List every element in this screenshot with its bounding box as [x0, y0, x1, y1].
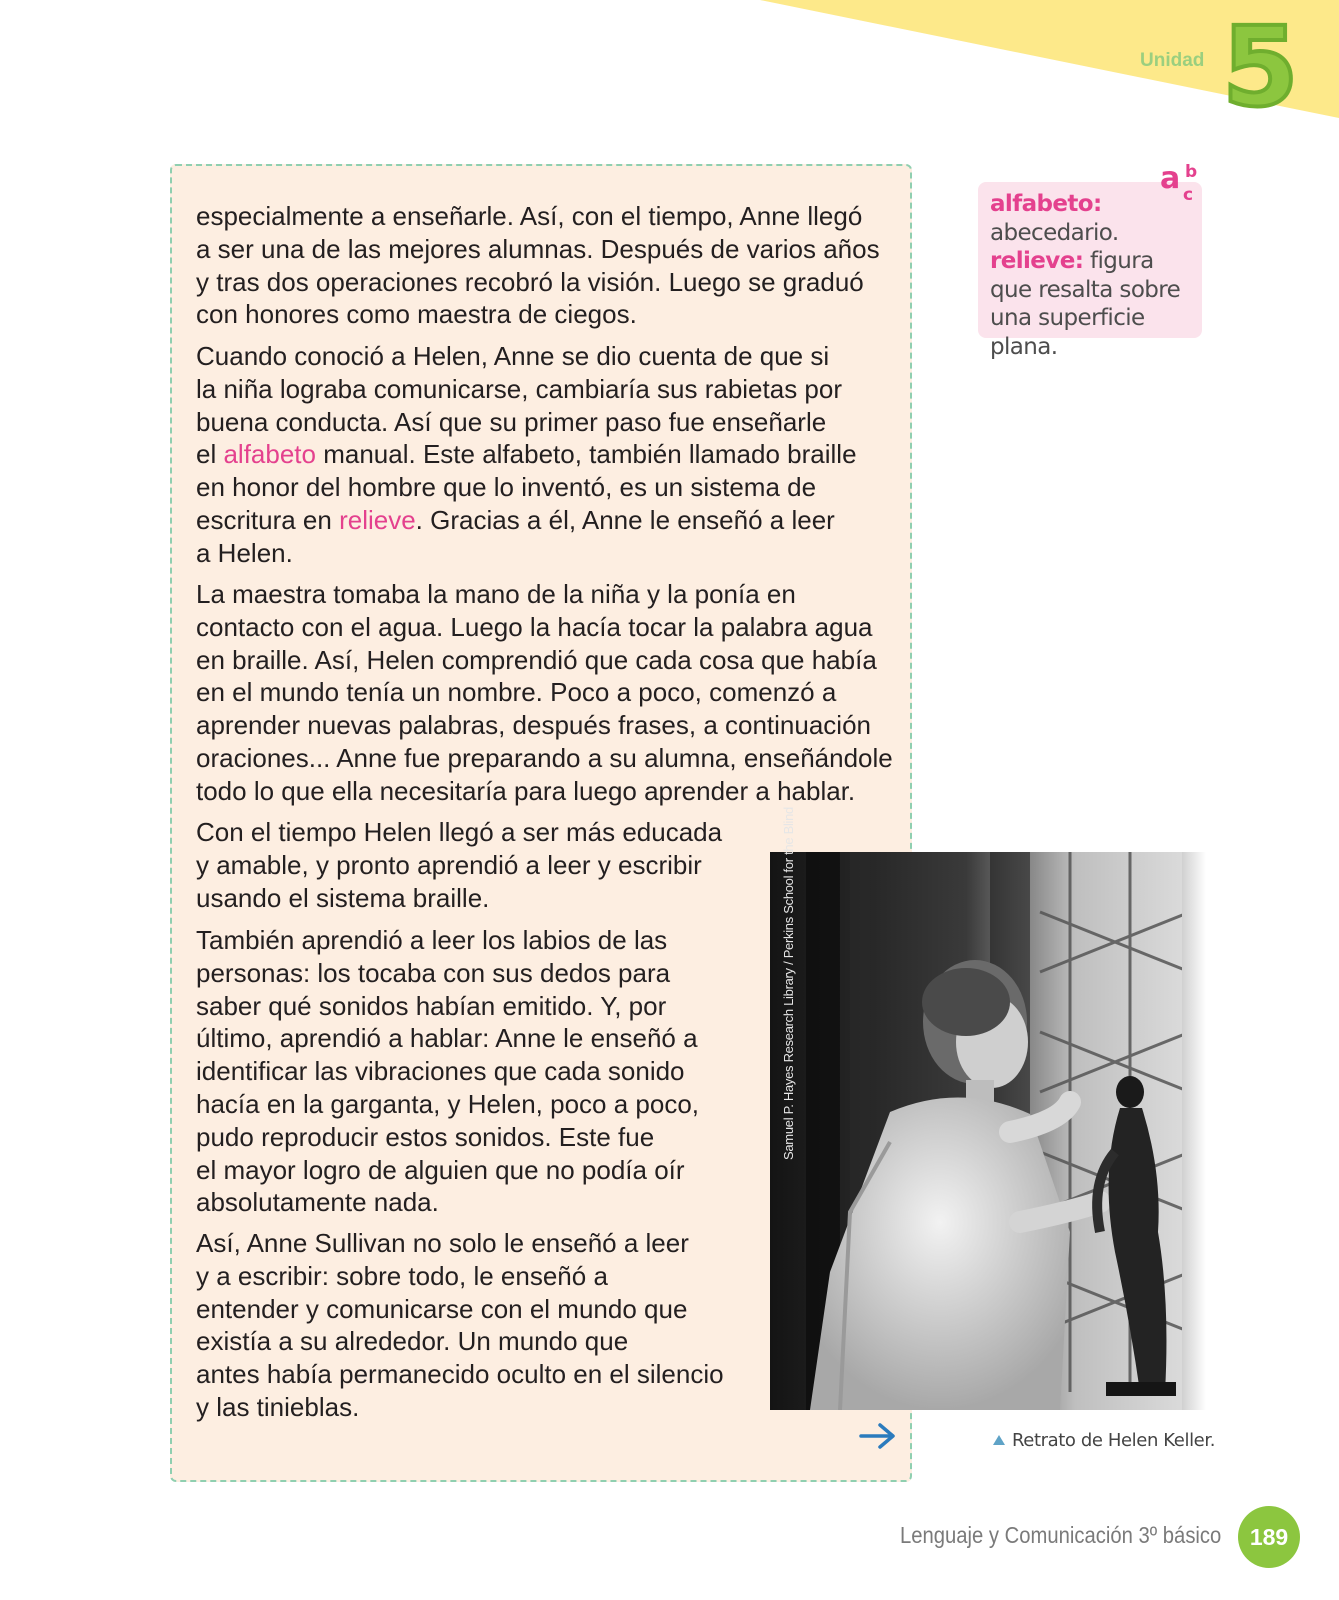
glossary-box [978, 182, 1202, 360]
unit-label: Unidad [1140, 50, 1205, 71]
svg-text:a: a [1160, 161, 1181, 196]
photo-credit: Samuel P. Hayes Research Library / Perkins School for the Blind [781, 807, 796, 1160]
unit-banner [0, 0, 1339, 140]
paragraph-6: Así, Anne Sullivan no solo le enseñó a leer y a escribir: sobre todo, le enseñó a entender y comunicarse con el mundo que existía a su alrededor. Un mundo que antes había permanecido oculto en el silencio y las tinieblas. [196, 1228, 724, 1422]
paragraph-1: especialmente a enseñarle. Así, con el tiempo, Anne llegó a ser una de las mejores alumnas. Después de varios años y tras dos operaciones recobró la visión. Luego se graduó con honores como maestra de ciegos. [196, 201, 880, 330]
next-page-arrow-icon[interactable] [858, 1422, 898, 1450]
glossary-link-alfabeto[interactable]: alfabeto [223, 439, 316, 470]
footer-subject: Lenguaje y Comunicación 3º básico [900, 1522, 1222, 1548]
glossary-def-alfabeto: abecedario. [990, 219, 1119, 246]
glossary-text [990, 190, 1200, 361]
glossary-term-alfabeto: alfabeto: [990, 191, 1102, 217]
glossary-def-relieve: figura que resalta sobre una superficie plana. [990, 248, 1181, 360]
paragraph-5: También aprendió a leer los labios de las personas: los tocaba con sus dedos para saber qué sonidos habían emitido. Y, por último, aprendió a hablar: Anne le enseñó a identificar las vibraciones que cada sonido hacía en la garganta, y Helen, poco a poco, pudo reproducir estos sonidos. Este fue el mayor logro de alguien que no podía oír absolutamente nada. [196, 925, 700, 1218]
paragraph-3: La maestra tomaba la mano de la niña y la ponía en contacto con el agua. Luego la hacía tocar la palabra agua en braille. Así, Helen comprendió que cada cosa que había en el mundo tenía un nombre. Poco a poco, comenzó a aprender nuevas palabras, después frases, a continuación oraciones... Anne fue preparando a su alumna, enseñándole todo lo que ella necesitaría para luego aprender a hablar. [196, 579, 893, 806]
svg-text:b: b [1185, 162, 1198, 182]
helen-keller-photo [770, 852, 1206, 1410]
glossary-term-relieve: relieve: [990, 248, 1084, 274]
page-number: 189 [1238, 1506, 1300, 1568]
paragraph-4: Con el tiempo Helen llegó a ser más educada y amable, y pronto aprendió a leer y escribir usando el sistema braille. [196, 817, 723, 913]
abc-icon [1158, 158, 1204, 204]
svg-text:c: c [1183, 185, 1194, 204]
glossary-link-relieve[interactable]: relieve [339, 504, 416, 535]
caption-triangle-icon [992, 1434, 1006, 1446]
unit-number: 5 [1222, 3, 1299, 131]
paragraph-2: Cuando conoció a Helen, Anne se dio cuenta de que si la niña lograba comunicarse, cambiaría sus rabietas por buena conducta. Así que su primer paso fue enseñarle el alfabeto manual. Este alfabeto, también llamado braille en honor del hombre que lo inventó, es un sistema de escritura en relieve. Gracias a él, Anne le enseñó a leer a Helen. [196, 341, 857, 568]
photo-caption: Retrato de Helen Keller. [1012, 1430, 1216, 1451]
